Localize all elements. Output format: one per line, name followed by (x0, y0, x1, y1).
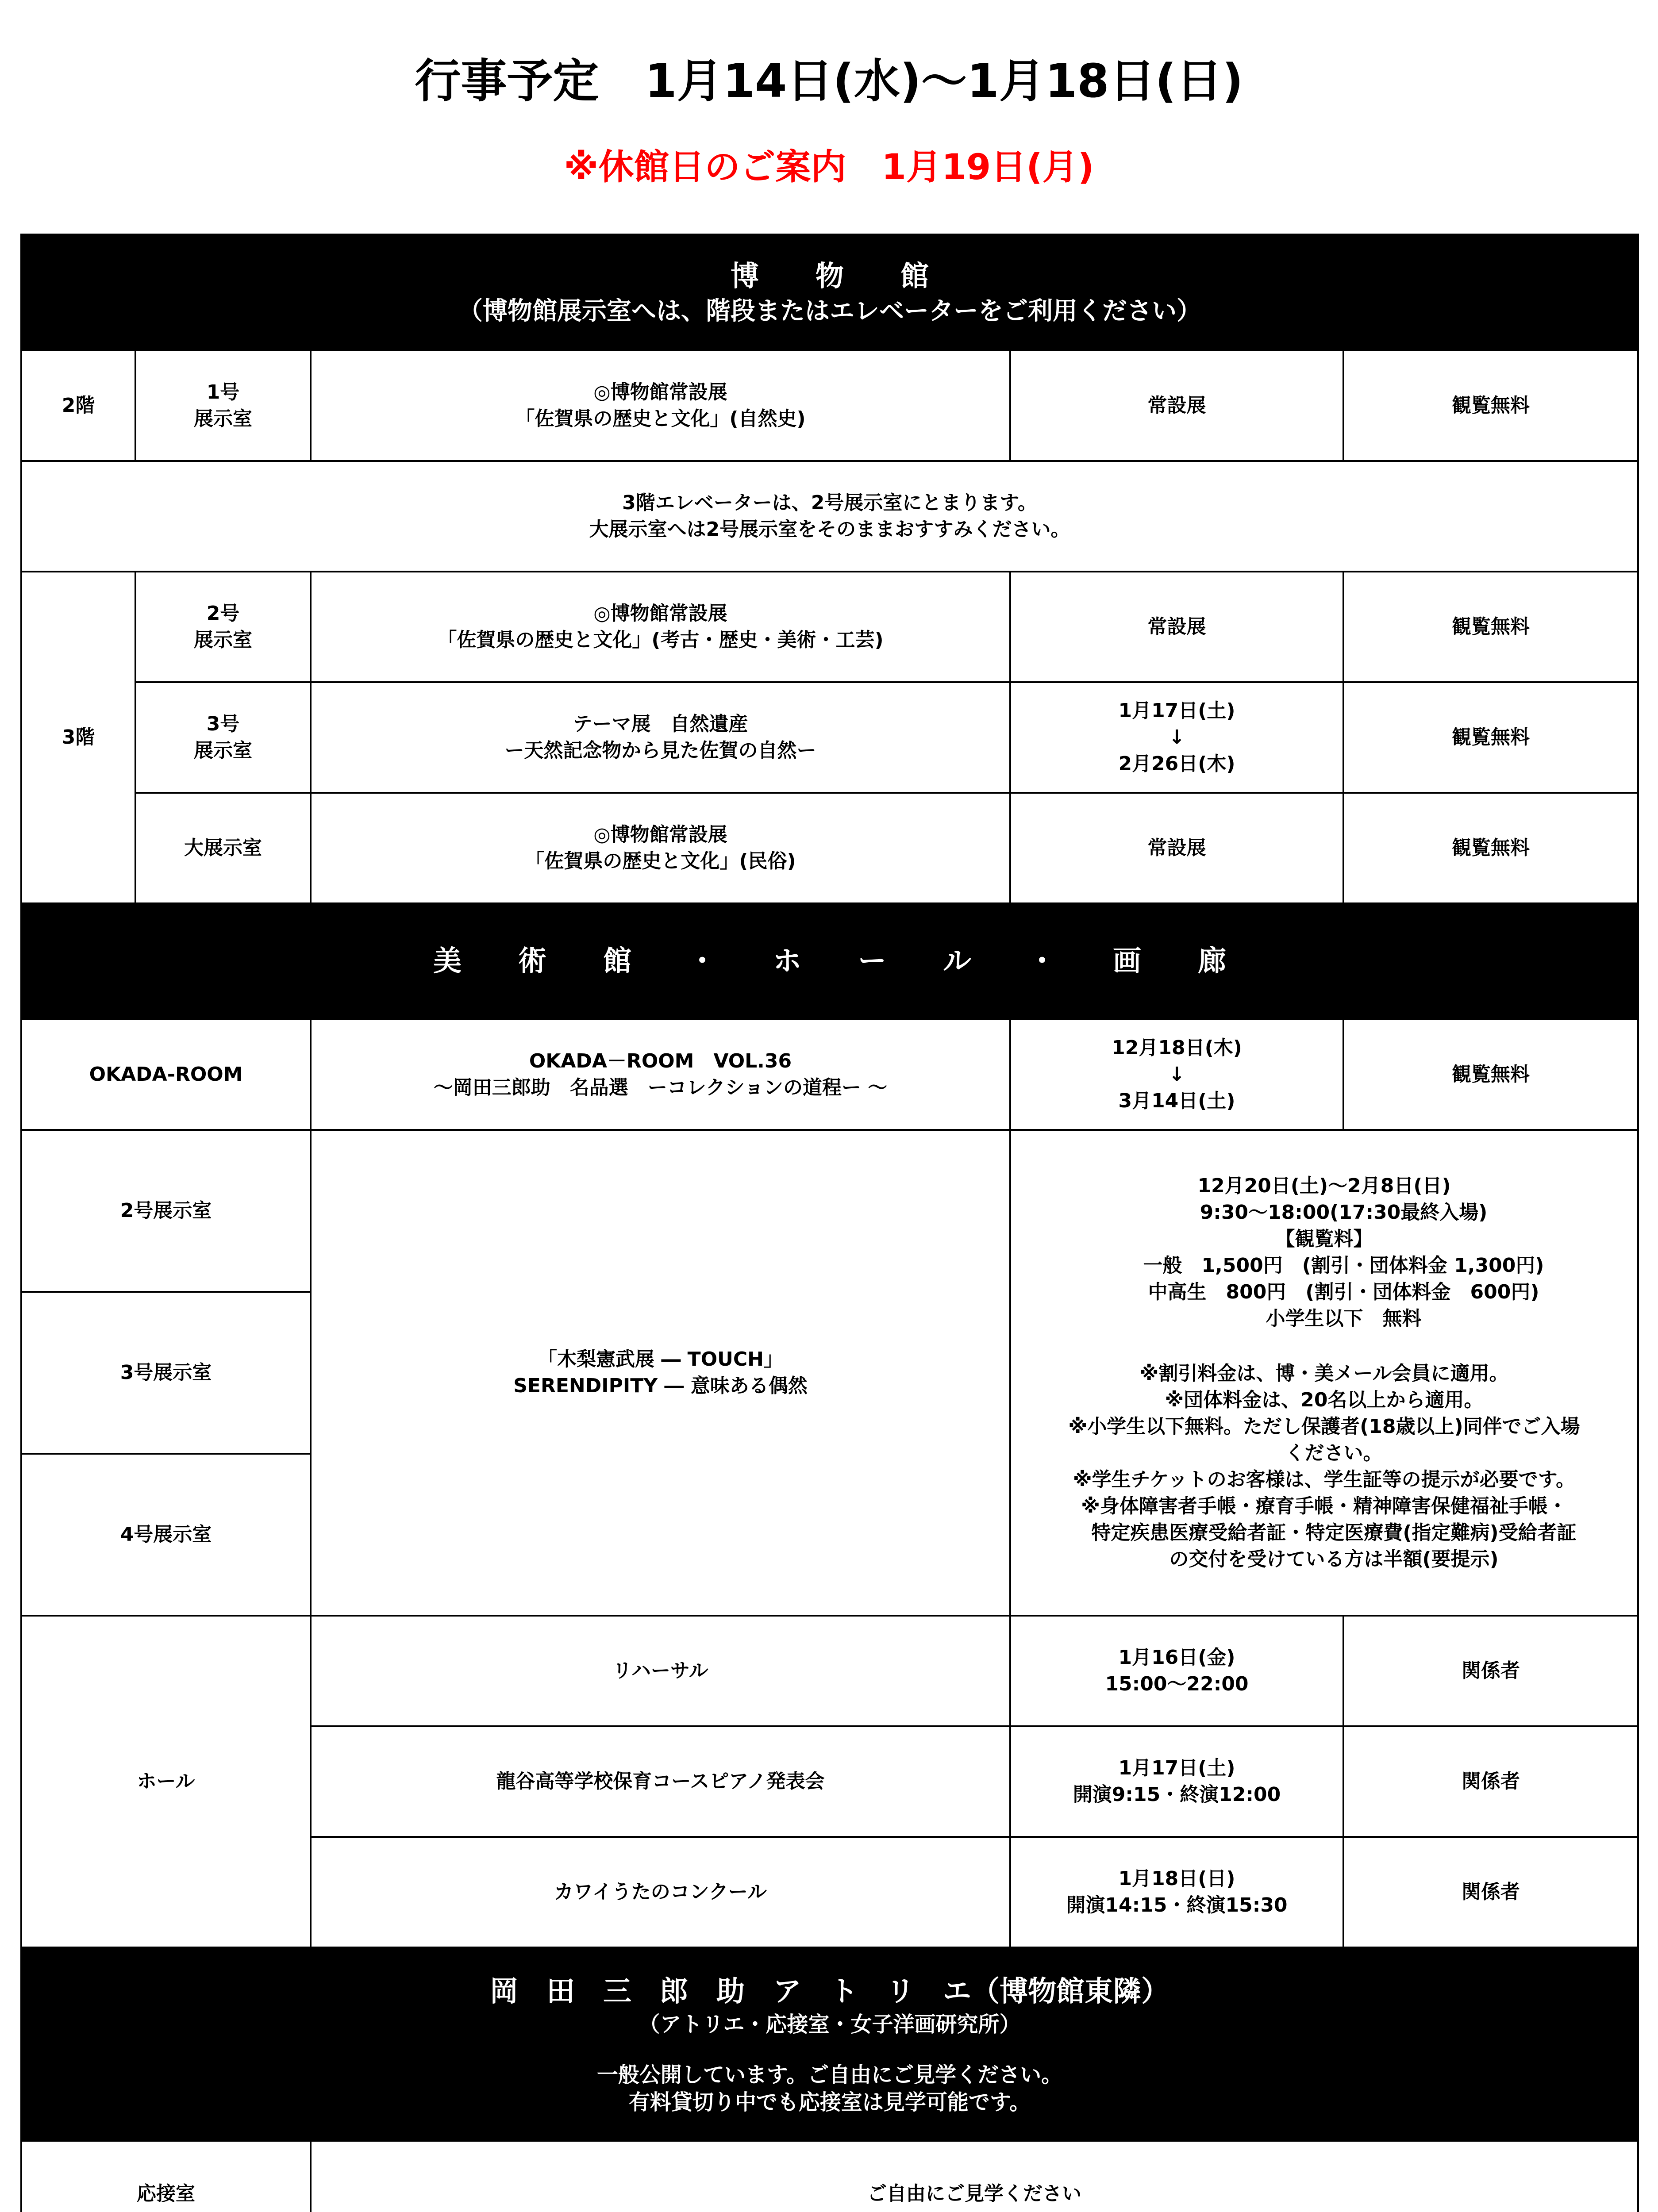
exhibit-cell (311, 1019, 1010, 1130)
info-line: ※団体料金は、20名以上から適用。 (1165, 1389, 1484, 1411)
period-time: 開演14:15・終演15:30 (1066, 1894, 1288, 1916)
info-line: ※小学生以下無料。ただし保護者(18歳以上)同伴でご入場 (1068, 1415, 1580, 1438)
down-arrow-icon: ↓ (1169, 726, 1185, 749)
info-line: 中高生 800円 (割引・団体料金 600円) (1109, 1281, 1539, 1303)
table-row (21, 1616, 1638, 1726)
room-cell: 4号展示室 (21, 1454, 311, 1616)
exhibit-cell (311, 682, 1010, 793)
room-label: 展示室 (194, 739, 252, 762)
museum-subtitle: （博物館展示室へは、階段またはエレベーターをご利用ください） (458, 297, 1201, 326)
room-cell (135, 682, 311, 793)
room-cell: 2号展示室 (21, 1130, 311, 1292)
room-cell: ホール (21, 1616, 311, 1947)
table-row (21, 793, 1638, 903)
room-label: 展示室 (194, 629, 252, 651)
period-end: 2月26日(木) (1118, 753, 1235, 775)
period-cell (1010, 1726, 1343, 1837)
note-line: 大展示室へは2号展示室をそのままおすすみください。 (589, 518, 1070, 541)
table-row (21, 572, 1638, 682)
atelier-header-row (21, 1947, 1638, 2141)
exhibit-cell (311, 1130, 1010, 1616)
exhibit-line: 「木梨憲武展 ― TOUCH」 (538, 1348, 783, 1371)
info-line: 【観覧料】 (1275, 1228, 1373, 1250)
room-cell (135, 350, 311, 461)
exhibit-line: ー天然記念物から見た佐賀の自然ー (504, 739, 816, 762)
period-date: 1月18日(日) (1118, 1867, 1235, 1890)
elevator-note (21, 461, 1638, 572)
exhibit-line: テーマ展 自然遺産 (573, 713, 748, 735)
exhibit-cell (311, 793, 1010, 903)
info-line: の交付を受けている方は半額(要提示) (1150, 1548, 1499, 1571)
fee-cell: 観覧無料 (1343, 350, 1638, 461)
info-line: 9:30～18:00(17:30最終入場) (1161, 1201, 1488, 1224)
table-row (21, 1130, 1638, 1292)
museum-header-row (21, 234, 1638, 350)
period-start: 12月18日(木) (1112, 1037, 1242, 1059)
period-time: 15:00～22:00 (1105, 1673, 1249, 1695)
exhibit-cell (311, 350, 1010, 461)
event-cell: リハーサル (311, 1616, 1010, 1726)
room-label: 3号 (206, 713, 240, 735)
museum-title: 博 物 館 (731, 260, 929, 293)
fee-cell: 関係者 (1343, 1837, 1638, 1947)
fee-cell: 観覧無料 (1343, 572, 1638, 682)
elevator-note-row (21, 461, 1638, 572)
period-cell (1010, 682, 1343, 793)
period-start: 1月17日(土) (1118, 699, 1235, 722)
room-cell: 3号展示室 (21, 1292, 311, 1454)
info-line: ください。 (1266, 1442, 1383, 1464)
exhibit-line: SERENDIPITY ― 意味ある偶然 (513, 1375, 808, 1397)
period-cell: 常設展 (1010, 793, 1343, 903)
floor-label: 3階 (21, 572, 135, 903)
floor-label: 2階 (21, 350, 135, 461)
fee-cell: 観覧無料 (1343, 793, 1638, 903)
info-line: 12月20日(土)～2月8日(日) (1197, 1175, 1451, 1197)
info-line: ※学生チケットのお客様は、学生証等の提示が必要です。 (1073, 1468, 1576, 1491)
table-row (21, 1019, 1638, 1130)
atelier-title: 岡 田 三 郎 助 ア ト リ エ（博物館東隣） (490, 1975, 1169, 2008)
exhibit-line: 「佐賀県の歴史と文化」(民俗) (525, 850, 796, 872)
page-title: 行事予定 1月14日(水)～1月18日(日) (415, 54, 1243, 108)
period-end: 3月14日(土) (1118, 1090, 1235, 1112)
exhibit-line: ◎博物館常設展 (593, 602, 727, 625)
schedule-table (20, 234, 1639, 2212)
reception-text: ご自由にご見学ください (311, 2141, 1638, 2212)
atelier-subtitle: （アトリエ・応接室・女子洋画研究所） (639, 2012, 1021, 2037)
info-line: 小学生以下 無料 (1227, 1307, 1422, 1330)
info-spacer (1016, 1332, 1633, 1360)
room-cell (135, 793, 311, 903)
room-label: 2号 (206, 602, 240, 625)
room-cell (135, 572, 311, 682)
exhibit-line: ◎博物館常設展 (593, 381, 727, 403)
exhibit-line: 「佐賀県の歴史と文化」(考古・歴史・美術・工芸) (437, 629, 884, 651)
fee-cell: 関係者 (1343, 1726, 1638, 1837)
room-cell: OKADA-ROOM (21, 1019, 311, 1130)
period-cell: 常設展 (1010, 572, 1343, 682)
exhibit-line: 「佐賀県の歴史と文化」(自然史) (515, 407, 806, 430)
exhibit-line: ◎博物館常設展 (593, 823, 727, 846)
period-cell (1010, 1019, 1343, 1130)
room-label: 大展示室 (184, 837, 262, 859)
exhibit-info (1010, 1130, 1638, 1616)
exhibit-line: ～岡田三郎助 名品選 ーコレクションの道程ー ～ (433, 1076, 888, 1099)
info-line: 一般 1,500円 (割引・団体料金 1,300円) (1104, 1254, 1544, 1277)
room-label: 1号 (206, 381, 240, 403)
art-header-row (21, 903, 1638, 1019)
museum-header (21, 234, 1638, 350)
room-label: 展示室 (194, 407, 252, 430)
header-spacer (27, 2038, 1633, 2061)
room-cell: 応接室 (21, 2141, 311, 2212)
table-row (21, 350, 1638, 461)
event-cell: カワイうたのコンクール (311, 1837, 1010, 1947)
info-line: 特定疾患医療受給者証・特定医療費(指定難病)受給者証 (1072, 1521, 1577, 1544)
period-cell (1010, 1616, 1343, 1726)
info-line: ※割引料金は、博・美メール会員に適用。 (1139, 1362, 1509, 1385)
exhibit-line: OKADA－ROOM VOL.36 (529, 1050, 792, 1072)
down-arrow-icon: ↓ (1169, 1063, 1185, 1086)
event-cell: 龍谷高等学校保育コースピアノ発表会 (311, 1726, 1010, 1837)
fee-cell: 観覧無料 (1343, 1019, 1638, 1130)
period-date: 1月16日(金) (1118, 1646, 1235, 1669)
info-line: ※身体障害者手帳・療育手帳・精神障害保健福祉手帳・ (1081, 1495, 1567, 1517)
atelier-header (21, 1947, 1638, 2141)
atelier-note: 有料貸切り中でも応接室は見学可能です。 (628, 2089, 1031, 2115)
closure-notice: ※休館日のご案内 1月19日(月) (564, 146, 1094, 188)
art-title: 美 術 館 ・ ホ ー ル ・ 画 廊 (433, 945, 1226, 978)
atelier-note: 一般公開しています。ご自由にご見学ください。 (596, 2062, 1063, 2087)
table-row (21, 2141, 1638, 2212)
note-line: 3階エレベーターは、2号展示室にとまります。 (622, 492, 1037, 514)
period-cell (1010, 1837, 1343, 1947)
fee-cell: 関係者 (1343, 1616, 1638, 1726)
fee-cell: 観覧無料 (1343, 682, 1638, 793)
table-row (21, 682, 1638, 793)
period-date: 1月17日(土) (1118, 1757, 1235, 1779)
exhibit-cell (311, 572, 1010, 682)
period-cell: 常設展 (1010, 350, 1343, 461)
period-time: 開演9:15・終演12:00 (1073, 1783, 1281, 1806)
art-header (21, 903, 1638, 1019)
